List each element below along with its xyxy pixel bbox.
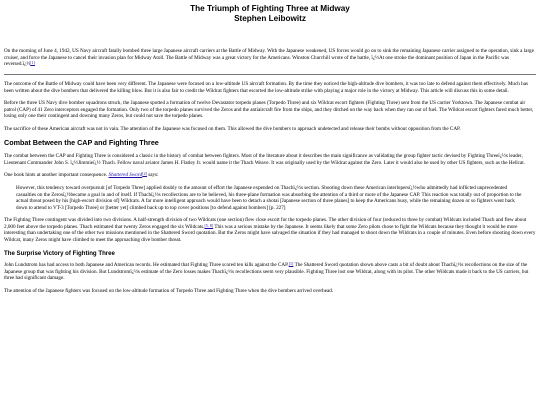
section-heading-victory: The Surprise Victory of Fighting Three [4, 249, 115, 257]
intro-paragraph-1 [4, 48, 536, 68]
page-title: The Triumph of Fighting Three at Midway [190, 4, 350, 13]
section1-paragraph-3-tail: This was a serious mistake by the Japanese. It seems likely that some Zero pilots chose to fight the Wildcats because they thought it would be more interesting than undertaking one of the other two missions mentioned in the Shattered Sword quotation. But the Zeros might have salvaged the situation if they had managed to shoot down the Wildcats in a couple of minutes. Even before shooting down every Wildcat, many Zeros might have climbed to meet the approaching dive bomber threat. [4, 223, 536, 244]
footnote-link-1[interactable]: [1] [30, 60, 35, 66]
footnote-link-2[interactable]: [2] [142, 171, 147, 177]
section1-paragraph-3 [4, 217, 536, 243]
shattered-sword-quote [16, 185, 524, 211]
section1-paragraph-2-tail: says: [146, 172, 159, 179]
footnote-link-3[interactable]: [5, 8] [204, 222, 214, 228]
intro-paragraph-3: Before the three US Navy dive bomber squadrons struck, the Japanese spotted a formation of twelve Devastator torpedo planes (Torpedo Three) and six Wildcat escort fighters (Fighting Three) sent from the US carrier Yorktown. The Japanese combat air patrol (CAP) of 41 Zero interceptors engaged the formation. Only two of the torpedo planes survived the Zeros and the antiaircraft fire from the ships, and they ditched on the way back when they ran out of fuel. The Wildcat escort fighters fared much better, losing only one their contingent and downing many Zeros, but could not save the torpedo planes. [4, 100, 534, 120]
intro-paragraph-2: The outcome of the Battle of Midway could have been very different. The Japanese were focused on a low-altitude US aircraft formation. By the time they noticed the high-altitude dive bombers, it was too late to defend against them effectively. Much has been written about the dive bombers that delivered the killing blow. But it is also fair to credit the Wildcat fighters that escorted the low-altitude strike with playing a major role in the victory at Midway. This article will discuss this in some detail. [4, 80, 528, 94]
intro-paragraph-1-text: On the morning of June 4, 1942, US Navy aircraft fatally bombed three large Japanese aircraft carriers at the Battle of Midway. With the Japanese weakened, US forces would go on to sink the remaining Japanese carrier assigned to the operation, sink a large cruiser, and force the Japanese to cancel their invasion plan for Midway Atoll. The Battle of Midway was a great victory for the Americans. Winston Churchill wrote of the battle, ï¿½At one stroke the dominant position of Japan in the Pacific was reversed.ï¿½ [4, 48, 534, 68]
shattered-sword-link[interactable]: Shattered Sword [108, 172, 143, 179]
section-heading-cap: Combat Between the CAP and Fighting Three [4, 137, 159, 147]
divider [4, 74, 536, 75]
section1-paragraph-2-lead: One book hints at another important consequence. [4, 172, 109, 179]
section2-paragraph-1-tail: The Shattered Sword quotation shown above casts a bit of doubt about Thachï¿½s recollections on the size of the Japanese group that was fighting his division. But Lundstromï¿½s estimate of the Zero losses makes Thachï¿½s recollections seem very plausible. Fighting Three lost one Wildcat, along with its pilot. The other Wildcats made it back to the US carriers, but three had significant damage. [4, 262, 529, 282]
quote-text: However, this tendency toward overpursuit [of Torpedo Three] applied doubly to the amount of effort the Japanese expended on Thachï¿½s section. Shooting down these American interlopersï¿½who admittedly had inflicted unprecedented casualties on the Zerosï¿½became a goal in and of itself. If Thachï¿½s recollections are to be believed, his three-plane formation was absorbing the attention of a third or more of the Japanese CAP. This reaction was totally out of proportion to the actual threat posed by his [high-escort division of] Wildcats. A far more intelligent approach would have been to detach a shotai [Japanese section of three planes] to keep the Americans busy, while the remaining dozen or so fighters went back down to attend to VT-3 [Torpedo Three] or [better yet] climbed back up to top cover positions [to defend against bombers] [p. 227] [16, 184, 522, 211]
footnote-link-4[interactable]: [1] [288, 261, 294, 267]
intro-paragraph-4: The sacrifice of these American aircraft was not in vain. The attention of the Japanese was focused on them. This allowed the dive bombers to approach undetected and release their bombs without opposition from the CAP. [4, 125, 461, 132]
section2-paragraph-2: The attention of the Japanese fighters was focused on the low-altitude formation of Torpedo Three and Fighting Three when the dive bombers arrived overhead. [4, 288, 334, 294]
section1-paragraph-3-text: The Fighting Three contingent was divided into two divisions. A half-strength division of two Wildcats (one section) flew close escort for the torpedo planes. The other division of four (reduced to three by combat) Wildcats included Thach and flew about 2,000 feet above the torpedo planes. Thach estimated that twenty Zeros engaged the six Wildcats. [4, 217, 527, 230]
section2-paragraph-1 [4, 262, 536, 282]
section2-paragraph-1-text: John Lundstrom has had access to both Japanese and American records. He estimated that Fighting Three scored ten kills against the CAP. [4, 262, 289, 269]
section1-paragraph-2 [4, 172, 536, 179]
section1-paragraph-1: The combat between the CAP and Fighting Three is considered a classic in the history of combat between fighters. Most of the literature about it describes the main significance as validating the group fighter tactic devised by Fighting Threeï¿½s leader, Lieutenant Commander John S. ï¿½Jimmieï¿½ Thach. Fellow naval aviator James H. Flatley Jr. would name it the Thach Weave. It was originally used by the Wildcat against the Zero. Later it would also be used by other US fighters, such as the Hellcat. [4, 153, 525, 166]
author-byline: Stephen Leibowitz [234, 13, 306, 23]
